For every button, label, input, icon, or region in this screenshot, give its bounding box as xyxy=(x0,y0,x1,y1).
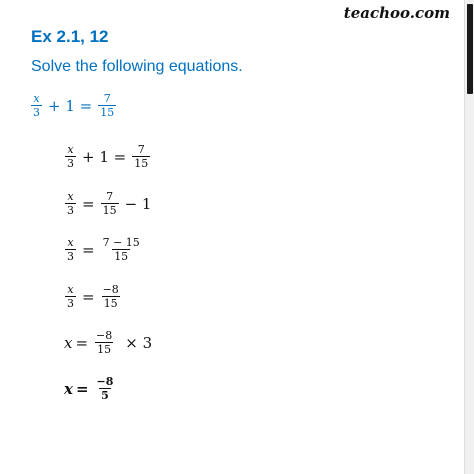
fraction: $\frac{7}{15}$ xyxy=(102,190,117,217)
solution-step-1: $\frac{x}{3}$ + 1 = $\frac{7}{15}$ xyxy=(67,143,149,170)
fraction: $\frac{7}{15}$ xyxy=(100,92,115,119)
solution-step-2: $\frac{x}{3}$ = $\frac{7}{15}$ − 1 xyxy=(67,190,152,217)
fraction: $\frac{x}{3}$ xyxy=(67,283,74,310)
instruction-text: Solve the following equations. xyxy=(31,58,243,75)
fraction: $\frac{-8}{15}$ xyxy=(96,329,113,356)
fraction: $\frac{x}{3}$ xyxy=(67,236,74,263)
fraction: $\frac{7 - 15}{15}$ xyxy=(102,236,140,263)
exercise-heading: Ex 2.1, 12 xyxy=(31,27,109,46)
solution-step-5: x = $\frac{-8}{15}$ × 3 xyxy=(64,329,153,356)
brand-logo: teachoo.com xyxy=(343,4,450,22)
scrollbar-thumb[interactable] xyxy=(467,4,473,94)
fraction: $\frac{x}{3}$ xyxy=(67,143,74,170)
fraction: $\frac{-8}{5}$ xyxy=(96,375,114,402)
fraction: $\frac{x}{3}$ xyxy=(67,190,74,217)
fraction: $\frac{7}{15}$ xyxy=(134,143,149,170)
vertical-scrollbar[interactable] xyxy=(464,0,474,474)
solution-step-6: x = $\frac{-8}{5}$ xyxy=(64,375,114,402)
question-equation: $\frac{x}{3}$ + 1 = $\frac{7}{15}$ xyxy=(33,92,115,119)
solution-step-3: $\frac{x}{3}$ = $\frac{7 - 15}{15}$ xyxy=(67,236,140,263)
fraction: $\frac{-8}{15}$ xyxy=(102,283,119,310)
solution-step-4: $\frac{x}{3}$ = $\frac{-8}{15}$ xyxy=(67,283,119,310)
fraction: $\frac{x}{3}$ xyxy=(33,92,40,119)
